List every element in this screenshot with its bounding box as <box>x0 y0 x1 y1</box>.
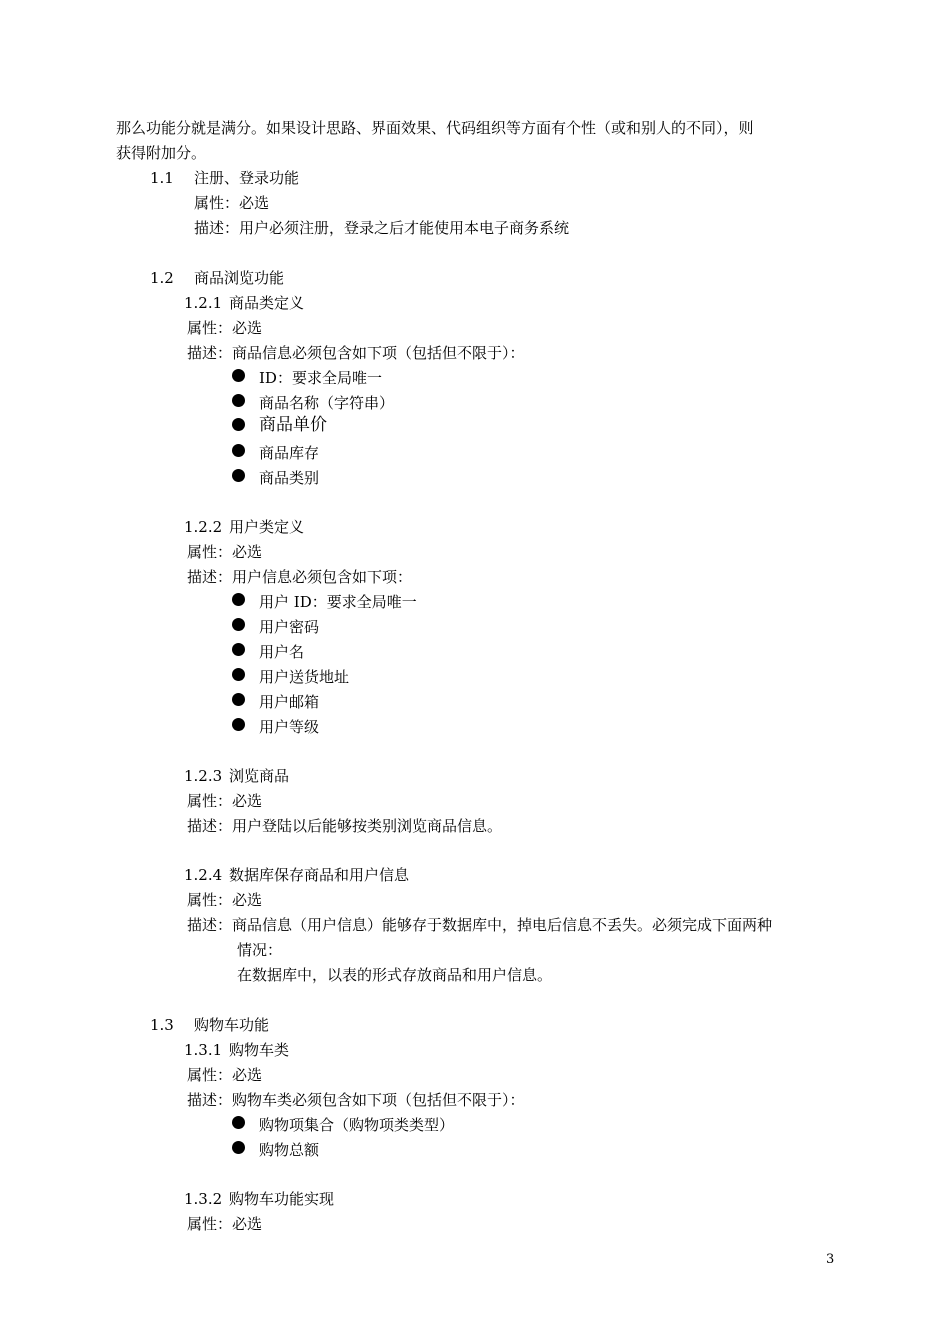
section-1-2-4-desc-line-1: 描述：商品信息（用户信息）能够存于数据库中，掉电后信息不丢失。必须完成下面两种 <box>187 916 773 934</box>
section-1-2-1-title: 商品类定义 <box>229 294 305 312</box>
section-1-3-number: 1.3 <box>150 1016 174 1034</box>
bullet-icon <box>232 718 245 731</box>
section-1-2-2-number: 1.2.2 <box>184 518 223 536</box>
section-1-2-4-desc-line-3: 在数据库中，以表的形式存放商品和用户信息。 <box>237 966 553 984</box>
bullet-icon <box>232 693 245 706</box>
section-1-3-2-title: 购物车功能实现 <box>229 1190 335 1208</box>
section-1-1-attr: 属性：必选 <box>194 194 270 212</box>
bullet-icon <box>232 1141 245 1154</box>
bullet-icon <box>232 469 245 482</box>
section-1-2-4-attr: 属性：必选 <box>187 891 263 909</box>
section-1-3-1-attr: 属性：必选 <box>187 1066 263 1084</box>
list-item: 用户邮箱 <box>259 693 320 711</box>
list-item: 商品类别 <box>259 469 320 487</box>
section-1-2-1-attr: 属性：必选 <box>187 319 263 337</box>
section-1-1-desc: 描述：用户必须注册，登录之后才能使用本电子商务系统 <box>194 219 570 237</box>
section-1-2-2-desc: 描述：用户信息必须包含如下项： <box>187 568 413 586</box>
bullet-icon <box>232 394 245 407</box>
intro-line-2: 获得附加分。 <box>116 144 207 162</box>
section-1-1-number: 1.1 <box>150 169 174 187</box>
page-number: 3 <box>826 1252 835 1267</box>
bullet-icon <box>232 369 245 382</box>
bullet-icon <box>232 418 245 431</box>
section-1-3-2-attr: 属性：必选 <box>187 1215 263 1233</box>
list-item: 购物项集合（购物项类类型） <box>259 1116 455 1134</box>
section-1-2-4-title: 数据库保存商品和用户信息 <box>229 866 410 884</box>
bullet-icon <box>232 618 245 631</box>
section-1-3-2-number: 1.3.2 <box>184 1190 223 1208</box>
section-1-3-title: 购物车功能 <box>194 1016 270 1034</box>
section-1-2-title: 商品浏览功能 <box>194 269 285 287</box>
bullet-icon <box>232 668 245 681</box>
section-1-2-2-title: 用户类定义 <box>229 518 305 536</box>
section-1-3-1-title: 购物车类 <box>229 1041 290 1059</box>
section-1-2-number: 1.2 <box>150 269 174 287</box>
list-item: 用户送货地址 <box>259 668 350 686</box>
section-1-2-3-title: 浏览商品 <box>229 767 290 785</box>
bullet-icon <box>232 1116 245 1129</box>
bullet-icon <box>232 593 245 606</box>
list-item: 购物总额 <box>259 1141 320 1159</box>
list-item: 商品单价 <box>259 415 327 435</box>
section-1-3-1-number: 1.3.1 <box>184 1041 223 1059</box>
intro-line-1: 那么功能分就是满分。如果设计思路、界面效果、代码组织等方面有个性（或和别人的不同），则 <box>116 119 754 137</box>
section-1-2-3-number: 1.2.3 <box>184 767 223 785</box>
list-item: 商品名称（字符串） <box>259 394 395 412</box>
section-1-1-title: 注册、登录功能 <box>194 169 300 187</box>
section-1-2-1-desc: 描述：商品信息必须包含如下项（包括但不限于）： <box>187 344 525 362</box>
list-item: 用户名 <box>259 643 305 661</box>
section-1-2-4-number: 1.2.4 <box>184 866 223 884</box>
bullet-icon <box>232 444 245 457</box>
section-1-3-1-desc: 描述：购物车类必须包含如下项（包括但不限于）： <box>187 1091 525 1109</box>
list-item: 用户 ID：要求全局唯一 <box>259 593 417 611</box>
list-item: 用户密码 <box>259 618 320 636</box>
list-item: 用户等级 <box>259 718 320 736</box>
bullet-icon <box>232 643 245 656</box>
section-1-2-1-number: 1.2.1 <box>184 294 223 312</box>
section-1-2-4-desc-line-2: 情况： <box>237 941 283 959</box>
list-item: 商品库存 <box>259 444 320 462</box>
section-1-2-3-attr: 属性：必选 <box>187 792 263 810</box>
list-item: ID：要求全局唯一 <box>259 369 382 387</box>
section-1-2-3-desc: 描述：用户登陆以后能够按类别浏览商品信息。 <box>187 817 503 835</box>
section-1-2-2-attr: 属性：必选 <box>187 543 263 561</box>
